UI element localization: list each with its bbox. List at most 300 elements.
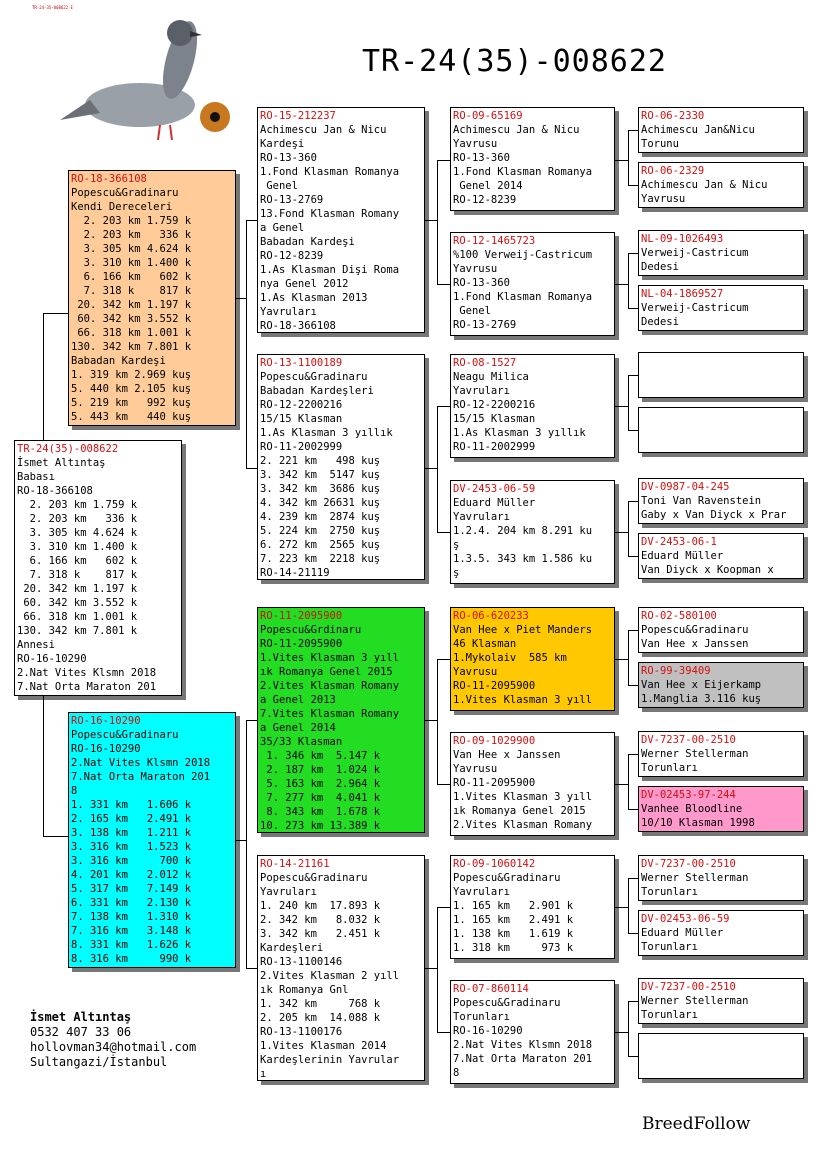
pedigree-line: ık Romanya Genel 2015 xyxy=(453,805,586,817)
pedigree-line: Van Hee x Piet Manders xyxy=(453,624,593,636)
pedigree-line: 8 xyxy=(71,785,78,797)
pedigree-line: Torunları xyxy=(641,886,698,898)
connector-line xyxy=(246,220,247,468)
pedigree-box-dsd[interactable] xyxy=(450,732,615,836)
pedigree-line: RO-18-366108 xyxy=(260,320,336,332)
pedigree-line: 5. 219 km 992 kuş xyxy=(71,397,192,409)
connector-line xyxy=(628,1001,629,1056)
pedigree-line: 1. 138 km 1.619 k xyxy=(453,928,574,940)
pedigree-line: 3. 305 km 4.624 k xyxy=(17,527,138,539)
pedigree-line: 1.Vites Klasman 2014 xyxy=(260,1040,387,1052)
pedigree-line: 6. 272 km 2565 kuş xyxy=(260,539,381,551)
pedigree-line: Werner Stellerman xyxy=(641,872,749,884)
connector-line xyxy=(437,406,450,407)
connector-line xyxy=(437,532,450,533)
pedigree-line: Verweij-Castricum xyxy=(641,302,749,314)
pedigree-line: Dedesi xyxy=(641,261,679,273)
pigeon-photo-icon xyxy=(30,5,230,153)
pedigree-line: 4. 342 km 26631 kuş xyxy=(260,497,381,509)
pedigree-box-sdd[interactable] xyxy=(450,480,615,584)
pedigree-line: 1. 165 km 2.901 k xyxy=(453,900,574,912)
ring-number: DV-7237-00-2510 xyxy=(641,981,736,993)
pedigree-line: Yavrusu xyxy=(641,193,686,205)
pedigree-line: Yavruları xyxy=(453,511,510,523)
pedigree-line: Van Hee x Janssen xyxy=(453,749,561,761)
pedigree-line: 4. 201 km 2.012 k xyxy=(71,869,192,881)
pedigree-line: İsmet Altıntaş xyxy=(17,457,106,469)
pedigree-line: Popescu&Gradinaru xyxy=(260,872,368,884)
pedigree-box-ddd[interactable] xyxy=(450,980,615,1084)
connector-line xyxy=(43,696,44,836)
ring-number: RO-99-39409 xyxy=(641,665,711,677)
pedigree-line: 1. 319 km 2.969 kuş xyxy=(71,369,192,381)
pedigree-line: Kardeşi xyxy=(260,138,305,150)
pedigree-line: 20. 342 km 1.197 k xyxy=(17,583,138,595)
owner-info xyxy=(30,1010,196,1070)
connector-line xyxy=(615,784,628,785)
connector-line xyxy=(615,160,628,161)
connector-line xyxy=(628,130,638,131)
pedigree-box-g6[interactable] xyxy=(638,407,804,453)
pedigree-box-g11[interactable] xyxy=(638,731,804,777)
brand-logo: BreedFollow xyxy=(642,1114,751,1134)
pedigree-line: Popescu&Gradinaru xyxy=(71,729,179,741)
pedigree-line: 130. 342 km 7.801 k xyxy=(17,625,138,637)
pedigree-line: 7. 318 k 817 k xyxy=(71,285,192,297)
pedigree-line: 46 Klasman xyxy=(453,638,517,650)
connector-line xyxy=(628,130,629,185)
ring-number: DV-7237-00-2510 xyxy=(641,734,736,746)
pedigree-line: RO-11-2095900 xyxy=(453,680,536,692)
pedigree-line: 7. 318 k 817 k xyxy=(17,569,138,581)
connector-line xyxy=(425,468,437,469)
pedigree-line: Van Hee x Eijerkamp xyxy=(641,679,762,691)
pedigree-line: 1.Fond Klasman Romanya xyxy=(453,291,593,303)
connector-line xyxy=(628,1056,638,1057)
pedigree-box-dam-sire[interactable] xyxy=(257,607,425,833)
pedigree-line: Eduard Müller xyxy=(641,550,724,562)
owner-email[interactable]: hollovman34@hotmail.com xyxy=(30,1040,197,1054)
connector-line xyxy=(628,501,638,502)
connector-line xyxy=(628,630,629,685)
connector-line xyxy=(437,907,450,908)
pedigree-line: Torunları xyxy=(641,762,698,774)
pedigree-line: 8. 331 km 1.626 k xyxy=(71,939,192,951)
ring-number: DV-7237-00-2510 xyxy=(641,858,736,870)
pedigree-line: 2.Nat Vites Klsmn 2018 xyxy=(17,667,157,679)
pedigree-line: RO-11-2002999 xyxy=(453,441,536,453)
pedigree-line: RO-13-2769 xyxy=(453,319,517,331)
pedigree-line: Torunları xyxy=(641,1009,698,1021)
pedigree-line: Achimescu Jan&Nicu xyxy=(641,124,755,136)
ring-number: RO-06-2329 xyxy=(641,165,705,177)
pedigree-box-g5[interactable] xyxy=(638,352,804,398)
connector-line xyxy=(437,284,450,285)
connector-line xyxy=(628,501,629,556)
connector-line xyxy=(246,468,257,469)
pedigree-line: 8. 316 km 990 k xyxy=(71,953,192,965)
connector-line xyxy=(615,1032,628,1033)
pedigree-line: 15/15 Klasman xyxy=(260,413,343,425)
pedigree-line: 2. 342 km 8.032 k xyxy=(260,914,381,926)
connector-line xyxy=(628,878,638,879)
pedigree-box-g4[interactable] xyxy=(638,285,804,331)
pedigree-line: nya Genel 2012 xyxy=(260,278,349,290)
pedigree-box-sire-dam[interactable] xyxy=(257,354,425,580)
owner-name: İsmet Altıntaş xyxy=(30,1010,132,1024)
pedigree-line: ı xyxy=(260,1068,267,1080)
pedigree-box-sss[interactable] xyxy=(450,107,615,211)
pedigree-line: 1.Vites Klasman 3 yıll xyxy=(453,694,593,706)
pedigree-line: Kardeşleri xyxy=(260,942,324,954)
pedigree-line: Kardeşlerinin Yavrular xyxy=(260,1054,400,1066)
pedigree-line: 7.Nat Orta Maraton 201 xyxy=(453,1053,593,1065)
pedigree-line: 60. 342 km 3.552 k xyxy=(71,313,192,325)
connector-line xyxy=(437,659,450,660)
pedigree-box-g13[interactable] xyxy=(638,855,804,901)
pedigree-box-subject[interactable] xyxy=(14,440,182,696)
pedigree-line: 1. 318 km 973 k xyxy=(453,942,574,954)
pedigree-line: 3. 342 km 5147 kuş xyxy=(260,469,381,481)
ring-number: RO-16-10290 xyxy=(71,715,141,727)
pedigree-line: 60. 342 km 3.552 k xyxy=(17,597,138,609)
connector-line xyxy=(628,754,638,755)
ring-number: DV-2453-06-1 xyxy=(641,536,717,548)
connector-line xyxy=(628,375,638,376)
ring-number: RO-11-2095900 xyxy=(260,610,343,622)
pedigree-box-g16[interactable] xyxy=(638,1033,804,1079)
pedigree-box-g9[interactable] xyxy=(638,607,804,653)
pedigree-line: 5. 224 km 2750 kuş xyxy=(260,525,381,537)
pedigree-line: RO-16-10290 xyxy=(17,653,87,665)
pedigree-box-sire[interactable] xyxy=(68,170,236,426)
pedigree-line: Achimescu Jan & Nicu xyxy=(641,179,768,191)
ring-number: RO-02-580100 xyxy=(641,610,717,622)
pedigree-line: 7.Vites Klasman Romany xyxy=(260,708,400,720)
pedigree-line: 10/10 Klasman 1998 xyxy=(641,817,755,829)
pedigree-line: RO-12-2200216 xyxy=(260,399,343,411)
pedigree-line: 1.As Klasman Dişi Roma xyxy=(260,264,400,276)
pedigree-line: RO-11-2095900 xyxy=(453,777,536,789)
pedigree-line: Popescu&Gradinaru xyxy=(71,187,179,199)
pedigree-line: a Genel 2013 xyxy=(260,694,336,706)
pedigree-line: 10. 273 km 13.389 k xyxy=(260,820,381,832)
connector-line xyxy=(628,430,638,431)
pedigree-line: 2.Vites Klasman 2 yıll xyxy=(260,970,400,982)
pedigree-line: Yavrusu xyxy=(453,263,498,275)
pedigree-box-g15[interactable] xyxy=(638,978,804,1024)
connector-line xyxy=(628,630,638,631)
ring-number: DV-02453-97-244 xyxy=(641,789,736,801)
connector-line xyxy=(43,313,68,314)
pedigree-line: 3. 316 km 700 k xyxy=(71,855,192,867)
connector-line xyxy=(615,532,628,533)
pedigree-box-ssd[interactable] xyxy=(450,232,615,336)
pedigree-line: Eduard Müller xyxy=(641,927,724,939)
connector-line xyxy=(628,933,638,934)
pedigree-line: 3. 316 km 1.523 k xyxy=(71,841,192,853)
pedigree-line: 4. 239 km 2874 kuş xyxy=(260,511,381,523)
pedigree-line: 5. 440 km 2.105 kuş xyxy=(71,383,192,395)
pedigree-line: 1.Fond Klasman Romanya xyxy=(260,166,400,178)
connector-line xyxy=(628,685,638,686)
pedigree-line: 3. 305 km 4.624 k xyxy=(71,243,192,255)
connector-line xyxy=(246,968,257,969)
pedigree-line: 1. 331 km 1.606 k xyxy=(71,799,192,811)
ring-number: RO-09-1060142 xyxy=(453,858,536,870)
pedigree-box-dss[interactable] xyxy=(450,607,615,711)
connector-line xyxy=(615,659,628,660)
pedigree-line: 5. 317 km 7.149 k xyxy=(71,883,192,895)
pedigree-line: RO-13-360 xyxy=(453,277,510,289)
pedigree-line: 1. 346 km 5.147 k xyxy=(260,750,381,762)
pedigree-line: Yavruları xyxy=(453,886,510,898)
pedigree-box-g7[interactable] xyxy=(638,478,804,524)
pedigree-line: Babadan Kardeşi xyxy=(260,236,355,248)
pedigree-line: RO-13-360 xyxy=(260,152,317,164)
ring-number: DV-02453-06-59 xyxy=(641,913,730,925)
ring-number: RO-12-1465723 xyxy=(453,235,536,247)
pedigree-line: Neagu Milica xyxy=(453,371,529,383)
pedigree-box-g12[interactable] xyxy=(638,786,804,832)
pedigree-line: a Genel 2014 xyxy=(260,722,336,734)
pedigree-line: 7. 223 km 2218 kuş xyxy=(260,553,381,565)
pedigree-line: Toni Van Ravenstein xyxy=(641,495,762,507)
pedigree-line: 7. 316 km 3.148 k xyxy=(71,925,192,937)
pedigree-box-dds[interactable] xyxy=(450,855,615,959)
pedigree-line: 5. 163 km 2.964 k xyxy=(260,778,381,790)
pedigree-line: RO-11-2095900 xyxy=(260,638,343,650)
pedigree-line: 1. 165 km 2.491 k xyxy=(453,914,574,926)
pedigree-line: 1.Mykolaiv 585 km xyxy=(453,652,567,664)
pedigree-box-dam-dam[interactable] xyxy=(257,855,425,1081)
page-title: TR-24(35)-008622 xyxy=(362,44,667,79)
pedigree-box-g1[interactable] xyxy=(638,107,804,153)
pedigree-line: Torunları xyxy=(453,1011,510,1023)
pedigree-line: Genel xyxy=(260,180,298,192)
pedigree-line: ş xyxy=(453,567,460,579)
pedigree-line: 3. 138 km 1.211 k xyxy=(71,827,192,839)
connector-line xyxy=(43,836,68,837)
pedigree-line: Popescu&Gradinaru xyxy=(453,997,561,1009)
connector-line xyxy=(437,406,438,532)
connector-line xyxy=(43,313,44,440)
pedigree-line: RO-13-2769 xyxy=(260,194,324,206)
pedigree-line: RO-14-21119 xyxy=(260,567,330,579)
pedigree-line: 1.As Klasman 2013 xyxy=(260,292,368,304)
pedigree-line: Achimescu Jan & Nicu xyxy=(453,124,580,136)
pedigree-line: RO-13-360 xyxy=(453,152,510,164)
pedigree-line: Yavrusu xyxy=(453,138,498,150)
pedigree-line: RO-12-8239 xyxy=(260,250,324,262)
pedigree-line: Genel 2014 xyxy=(453,180,523,192)
connector-line xyxy=(425,968,437,969)
ring-number: RO-18-366108 xyxy=(71,173,147,185)
pedigree-line: 2. 203 km 336 k xyxy=(17,513,138,525)
pedigree-line: 1.As Klasman 3 yıllık xyxy=(453,427,586,439)
pedigree-line: 6. 166 km 602 k xyxy=(17,555,138,567)
pedigree-box-dam[interactable] xyxy=(68,712,236,968)
pedigree-line: RO-16-10290 xyxy=(71,743,141,755)
pedigree-line: 2.Nat Vites Klsmn 2018 xyxy=(71,757,211,769)
pedigree-line: 3. 310 km 1.400 k xyxy=(71,257,192,269)
connector-line xyxy=(425,220,437,221)
pedigree-line: 7. 277 km 4.041 k xyxy=(260,792,381,804)
connector-line xyxy=(246,220,257,221)
connector-line xyxy=(628,556,638,557)
pedigree-line: Verweij-Castricum xyxy=(641,247,749,259)
pedigree-line: Gaby x Van Diyck x Prar xyxy=(641,509,787,521)
pedigree-line: 2. 203 km 1.759 k xyxy=(71,215,192,227)
connector-line xyxy=(628,253,638,254)
pedigree-line: 1.2.4. 204 km 8.291 ku xyxy=(453,525,593,537)
pedigree-line: 1.Manglia 3.116 kuş xyxy=(641,693,762,705)
pedigree-line: RO-12-8239 xyxy=(453,194,517,206)
pedigree-line: Werner Stellerman xyxy=(641,748,749,760)
pedigree-line: 2.Vites Klasman Romany xyxy=(260,680,400,692)
pedigree-line: 20. 342 km 1.197 k xyxy=(71,299,192,311)
pedigree-line: 1.Vites Klasman 3 yıll xyxy=(260,652,400,664)
pedigree-line: ş xyxy=(453,539,460,551)
pedigree-line: 2.Vites Klasman Romany xyxy=(453,819,593,831)
ring-number: TR-24(35)-008622 xyxy=(17,443,119,455)
pedigree-line: Popescu&Grdinaru xyxy=(260,624,362,636)
connector-line xyxy=(628,308,638,309)
ring-number: NL-04-1869527 xyxy=(641,288,724,300)
pedigree-line: Yavrusu xyxy=(453,763,498,775)
connector-line xyxy=(628,1001,638,1002)
pedigree-line: Babadan Kardeşi xyxy=(71,355,166,367)
ring-number: NL-09-1026493 xyxy=(641,233,724,245)
pedigree-box-sire-sire[interactable] xyxy=(257,107,425,333)
connector-line xyxy=(628,375,629,430)
pedigree-line: 3. 342 km 2.451 k xyxy=(260,928,381,940)
pedigree-line: 130. 342 km 7.801 k xyxy=(71,341,192,353)
ring-number: RO-13-1100189 xyxy=(260,357,343,369)
pedigree-box-g3[interactable] xyxy=(638,230,804,276)
connector-line xyxy=(615,406,628,407)
pedigree-box-g8[interactable] xyxy=(638,533,804,579)
pedigree-line: ık Romanya Gnl xyxy=(260,984,349,996)
pedigree-line: 6. 166 km 602 k xyxy=(71,271,192,283)
ring-number: RO-15-212237 xyxy=(260,110,336,122)
ring-number: RO-09-1029900 xyxy=(453,735,536,747)
pedigree-line: 13.Fond Klasman Romany xyxy=(260,208,400,220)
thumbnail-label: TR-24-35-008622 E xyxy=(32,5,73,10)
pedigree-line: 6. 331 km 2.130 k xyxy=(71,897,192,909)
pedigree-line: 1.3.5. 343 km 1.586 ku xyxy=(453,553,593,565)
pedigree-line: Werner Stellerman xyxy=(641,995,749,1007)
ring-number: RO-09-65169 xyxy=(453,110,523,122)
pedigree-line: 2. 221 km 498 kuş xyxy=(260,455,381,467)
pedigree-line: RO-13-1100176 xyxy=(260,1026,343,1038)
pedigree-line: 2. 205 km 14.088 k xyxy=(260,1012,381,1024)
pedigree-line: 1.Vites Klasman 3 yıll xyxy=(453,791,593,803)
connector-line xyxy=(628,754,629,809)
connector-line xyxy=(437,784,450,785)
ring-number: DV-2453-06-59 xyxy=(453,483,536,495)
pedigree-line: 5. 443 km 440 kuş xyxy=(71,411,192,423)
connector-line xyxy=(425,720,437,721)
ring-number: RO-06-2330 xyxy=(641,110,705,122)
pedigree-line: 7.Nat Orta Maraton 201 xyxy=(17,681,157,693)
pedigree-line: Popescu&Gradinaru xyxy=(641,624,749,636)
connector-line xyxy=(628,185,638,186)
pedigree-line: a Genel xyxy=(260,222,305,234)
connector-line xyxy=(437,160,438,284)
pedigree-line: 7.Nat Orta Maraton 201 xyxy=(71,771,211,783)
pedigree-line: 8 xyxy=(453,1067,460,1079)
pedigree-line: 66. 318 km 1.001 k xyxy=(71,327,192,339)
pedigree-line: Babası xyxy=(17,471,55,483)
connector-line xyxy=(615,907,628,908)
pedigree-line: RO-12-2200216 xyxy=(453,399,536,411)
connector-line xyxy=(628,253,629,308)
pedigree-line: Kendi Dereceleri xyxy=(71,201,173,213)
pedigree-line: 3. 342 km 3686 kuş xyxy=(260,483,381,495)
connector-line xyxy=(437,907,438,1032)
pedigree-line: ık Romanya Genel 2015 xyxy=(260,666,393,678)
pedigree-line: RO-13-1100146 xyxy=(260,956,343,968)
pedigree-line: 1.As Klasman 3 yıllık xyxy=(260,427,393,439)
pedigree-line: 8. 343 km 1.678 k xyxy=(260,806,381,818)
pedigree-line: Van Hee x Janssen xyxy=(641,638,749,650)
connector-line xyxy=(628,809,638,810)
ring-number: RO-07-860114 xyxy=(453,983,529,995)
connector-line xyxy=(615,284,628,285)
ring-number: DV-0987-04-245 xyxy=(641,481,730,493)
pedigree-line: RO-11-2002999 xyxy=(260,441,343,453)
pedigree-line: RO-16-10290 xyxy=(453,1025,523,1037)
owner-phone: 0532 407 33 06 xyxy=(30,1025,132,1039)
pedigree-line: 2. 165 km 2.491 k xyxy=(71,813,192,825)
ring-number: RO-06-620233 xyxy=(453,610,529,622)
pedigree-line: 7. 138 km 1.310 k xyxy=(71,911,192,923)
pedigree-line: 2. 203 km 336 k xyxy=(71,229,192,241)
pedigree-box-sds[interactable] xyxy=(450,354,615,458)
pedigree-line: 2. 187 km 1.024 k xyxy=(260,764,381,776)
pedigree-line: Torunları xyxy=(641,941,698,953)
connector-line xyxy=(246,720,247,968)
connector-line xyxy=(437,1032,450,1033)
pedigree-box-g10[interactable] xyxy=(638,662,804,708)
pedigree-line: Vanhee Bloodline xyxy=(641,803,743,815)
pedigree-box-g2[interactable] xyxy=(638,162,804,208)
pedigree-line: 2. 203 km 1.759 k xyxy=(17,499,138,511)
pedigree-line: 3. 310 km 1.400 k xyxy=(17,541,138,553)
pedigree-line: 15/15 Klasman xyxy=(453,413,536,425)
pedigree-line: RO-18-366108 xyxy=(17,485,93,497)
pedigree-box-g14[interactable] xyxy=(638,910,804,956)
connector-line xyxy=(437,659,438,784)
pedigree-line: Yavrusu xyxy=(453,666,498,678)
pedigree-line: Annesi xyxy=(17,639,55,651)
pedigree-line: Yavruları xyxy=(260,306,317,318)
pedigree-line: 66. 318 km 1.001 k xyxy=(17,611,138,623)
pedigree-line: Yavruları xyxy=(260,886,317,898)
pedigree-line: Popescu&Gradinaru xyxy=(453,872,561,884)
owner-city: Sultangazi/İstanbul xyxy=(30,1055,168,1069)
pedigree-line: Eduard Müller xyxy=(453,497,536,509)
pedigree-line: 1.Fond Klasman Romanya xyxy=(453,166,593,178)
ring-number: RO-14-21161 xyxy=(260,858,330,870)
pedigree-line: 1. 342 km 768 k xyxy=(260,998,381,1010)
pedigree-line: %100 Verweij-Castricum xyxy=(453,249,593,261)
ring-number: RO-08-1527 xyxy=(453,357,517,369)
connector-line xyxy=(236,298,246,299)
connector-line xyxy=(236,840,246,841)
pedigree-line: Babadan Kardeşleri xyxy=(260,385,374,397)
